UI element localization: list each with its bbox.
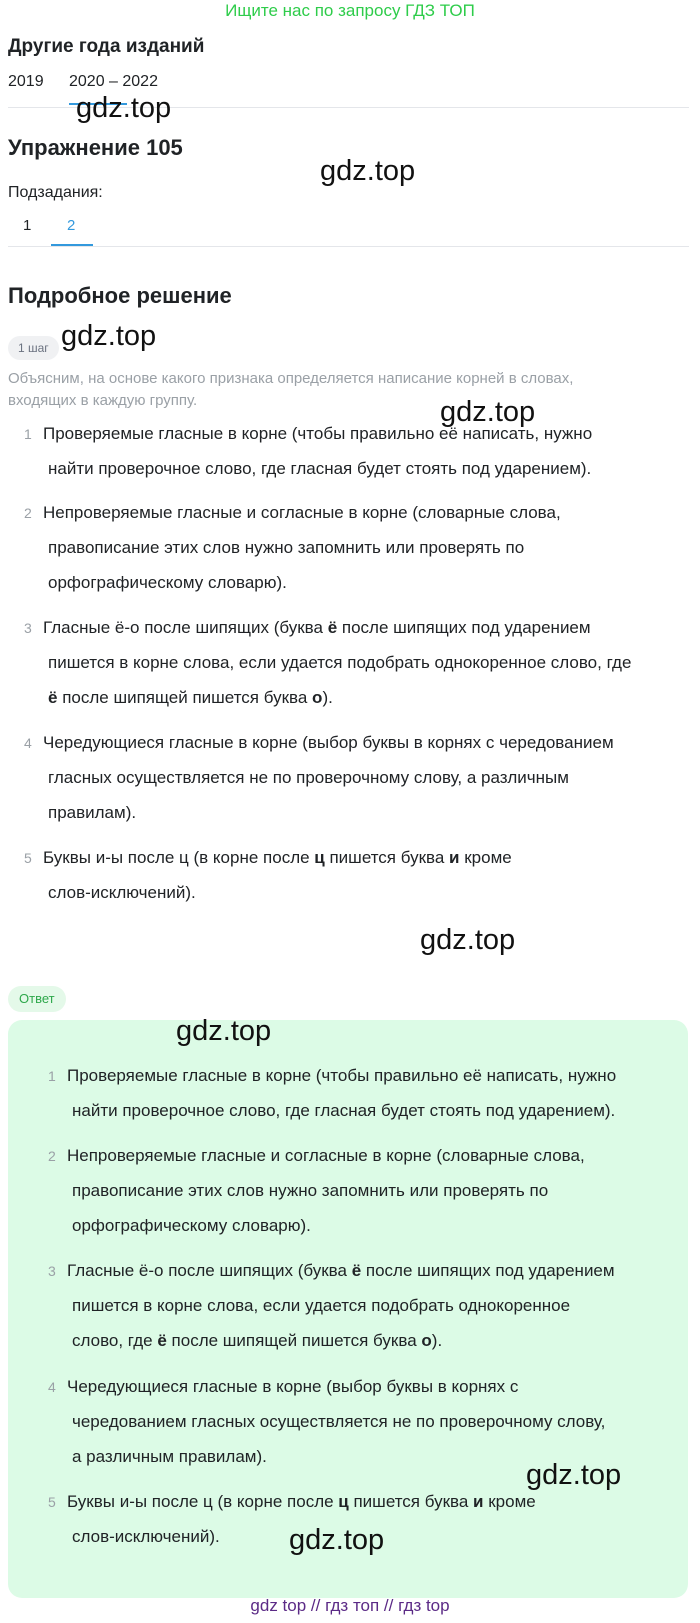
year-tab-2019[interactable]: 2019 xyxy=(8,73,44,90)
list-item-number: 5 xyxy=(48,1494,56,1510)
list-item-text-line: Гласные ё-о после шипящих (буква ё после шипящих под ударением xyxy=(67,1261,615,1280)
intro-line: Объясним, на основе какого признака определяется написание корней в словах, xyxy=(8,370,574,387)
list-item-text-line: пишется в корне слова, если удается подобрать однокоренное xyxy=(72,1296,571,1315)
subtask-tab-2[interactable]: 2 xyxy=(67,217,76,234)
list-item-number: 3 xyxy=(48,1263,56,1279)
list-item-text-line: гласных осуществляется не по проверочному слову, а различным xyxy=(48,768,569,787)
list-item-text-line: Буквы и-ы после ц (в корне после ц пишется буква и кроме xyxy=(43,848,512,867)
step-badge: 1 шаг xyxy=(8,336,59,360)
subtasks-label: Подзадания: xyxy=(8,184,103,201)
list-item-text-line: правилам). xyxy=(48,803,137,822)
answer-badge: Ответ xyxy=(8,986,66,1012)
list-item-text-line: а различным правилам). xyxy=(72,1447,267,1466)
watermark: gdz.top xyxy=(289,1524,385,1556)
list-item-text-line: слово, где ё после шипящей пишется буква о). xyxy=(72,1331,443,1350)
list-item-text-line: слов-исключений). xyxy=(48,883,196,902)
list-item-text-line: найти проверочное слово, где гласная будет стоять под ударением). xyxy=(48,459,592,478)
list-item-text-line: Непроверяемые гласные и согласные в корне (словарные слова, xyxy=(43,503,561,522)
subtask-tab-1[interactable]: 1 xyxy=(23,217,32,234)
list-item-text-line: Проверяемые гласные в корне (чтобы правильно её написать, нужно xyxy=(43,424,593,443)
list-item-text-line: правописание этих слов нужно запомнить или проверять по xyxy=(72,1181,549,1200)
list-item-text-line: Гласные ё-о после шипящих (буква ё после шипящих под ударением xyxy=(43,618,591,637)
year-tab-2020-2022[interactable]: 2020 – 2022 xyxy=(69,73,158,90)
watermark: gdz.top xyxy=(526,1459,622,1491)
watermark: gdz.top xyxy=(440,396,536,428)
list-item-text-line: орфографическому словарю). xyxy=(48,573,287,592)
watermark: gdz.top xyxy=(61,320,157,352)
list-item-number: 1 xyxy=(24,426,32,442)
list-item-text-line: Чередующиеся гласные в корне (выбор буквы в корнях с чередованием xyxy=(43,733,614,752)
list-item-number: 2 xyxy=(24,505,32,521)
list-item-text-line: Буквы и-ы после ц (в корне после ц пишется буква и кроме xyxy=(67,1492,536,1511)
solution-heading: Подробное решение xyxy=(8,283,232,308)
list-item-number: 4 xyxy=(48,1379,56,1395)
list-item-text-line: найти проверочное слово, где гласная будет стоять под ударением). xyxy=(72,1101,616,1120)
list-item-text-line: Чередующиеся гласные в корне (выбор буквы в корнях с xyxy=(67,1377,519,1396)
list-item-number: 2 xyxy=(48,1148,56,1164)
divider xyxy=(8,246,689,247)
intro-line: входящих в каждую группу. xyxy=(8,392,198,409)
list-item-text-line: Непроверяемые гласные и согласные в корне (словарные слова, xyxy=(67,1146,585,1165)
solution-intro xyxy=(8,368,648,412)
footer-links: gdz top // гдз топ // гдз top xyxy=(250,1596,450,1615)
list-item-text-line: чередованием гласных осуществляется не по проверочному слову, xyxy=(72,1412,606,1431)
exercise-title: Упражнение 105 xyxy=(8,135,183,160)
search-banner: Ищите нас по запросу ГДЗ ТОП xyxy=(225,1,475,20)
watermark: gdz.top xyxy=(76,92,172,124)
list-item-text-line: слов-исключений). xyxy=(72,1527,220,1546)
list-item-number: 3 xyxy=(24,620,32,636)
list-item-text-line: Проверяемые гласные в корне (чтобы правильно её написать, нужно xyxy=(67,1066,617,1085)
list-item-text-line: правописание этих слов нужно запомнить или проверять по xyxy=(48,538,525,557)
watermark: gdz.top xyxy=(420,924,516,956)
list-item-text-line: ё после шипящей пишется буква о). xyxy=(48,688,333,707)
list-item-number: 1 xyxy=(48,1068,56,1084)
list-item-number: 5 xyxy=(24,850,32,866)
editions-heading: Другие года изданий xyxy=(8,36,205,57)
list-item-number: 4 xyxy=(24,735,32,751)
list-item-text-line: пишется в корне слова, если удается подобрать однокоренное слово, где xyxy=(48,653,632,672)
watermark: gdz.top xyxy=(176,1015,272,1047)
watermark: gdz.top xyxy=(320,155,416,187)
list-item-text-line: орфографическому словарю). xyxy=(72,1216,311,1235)
